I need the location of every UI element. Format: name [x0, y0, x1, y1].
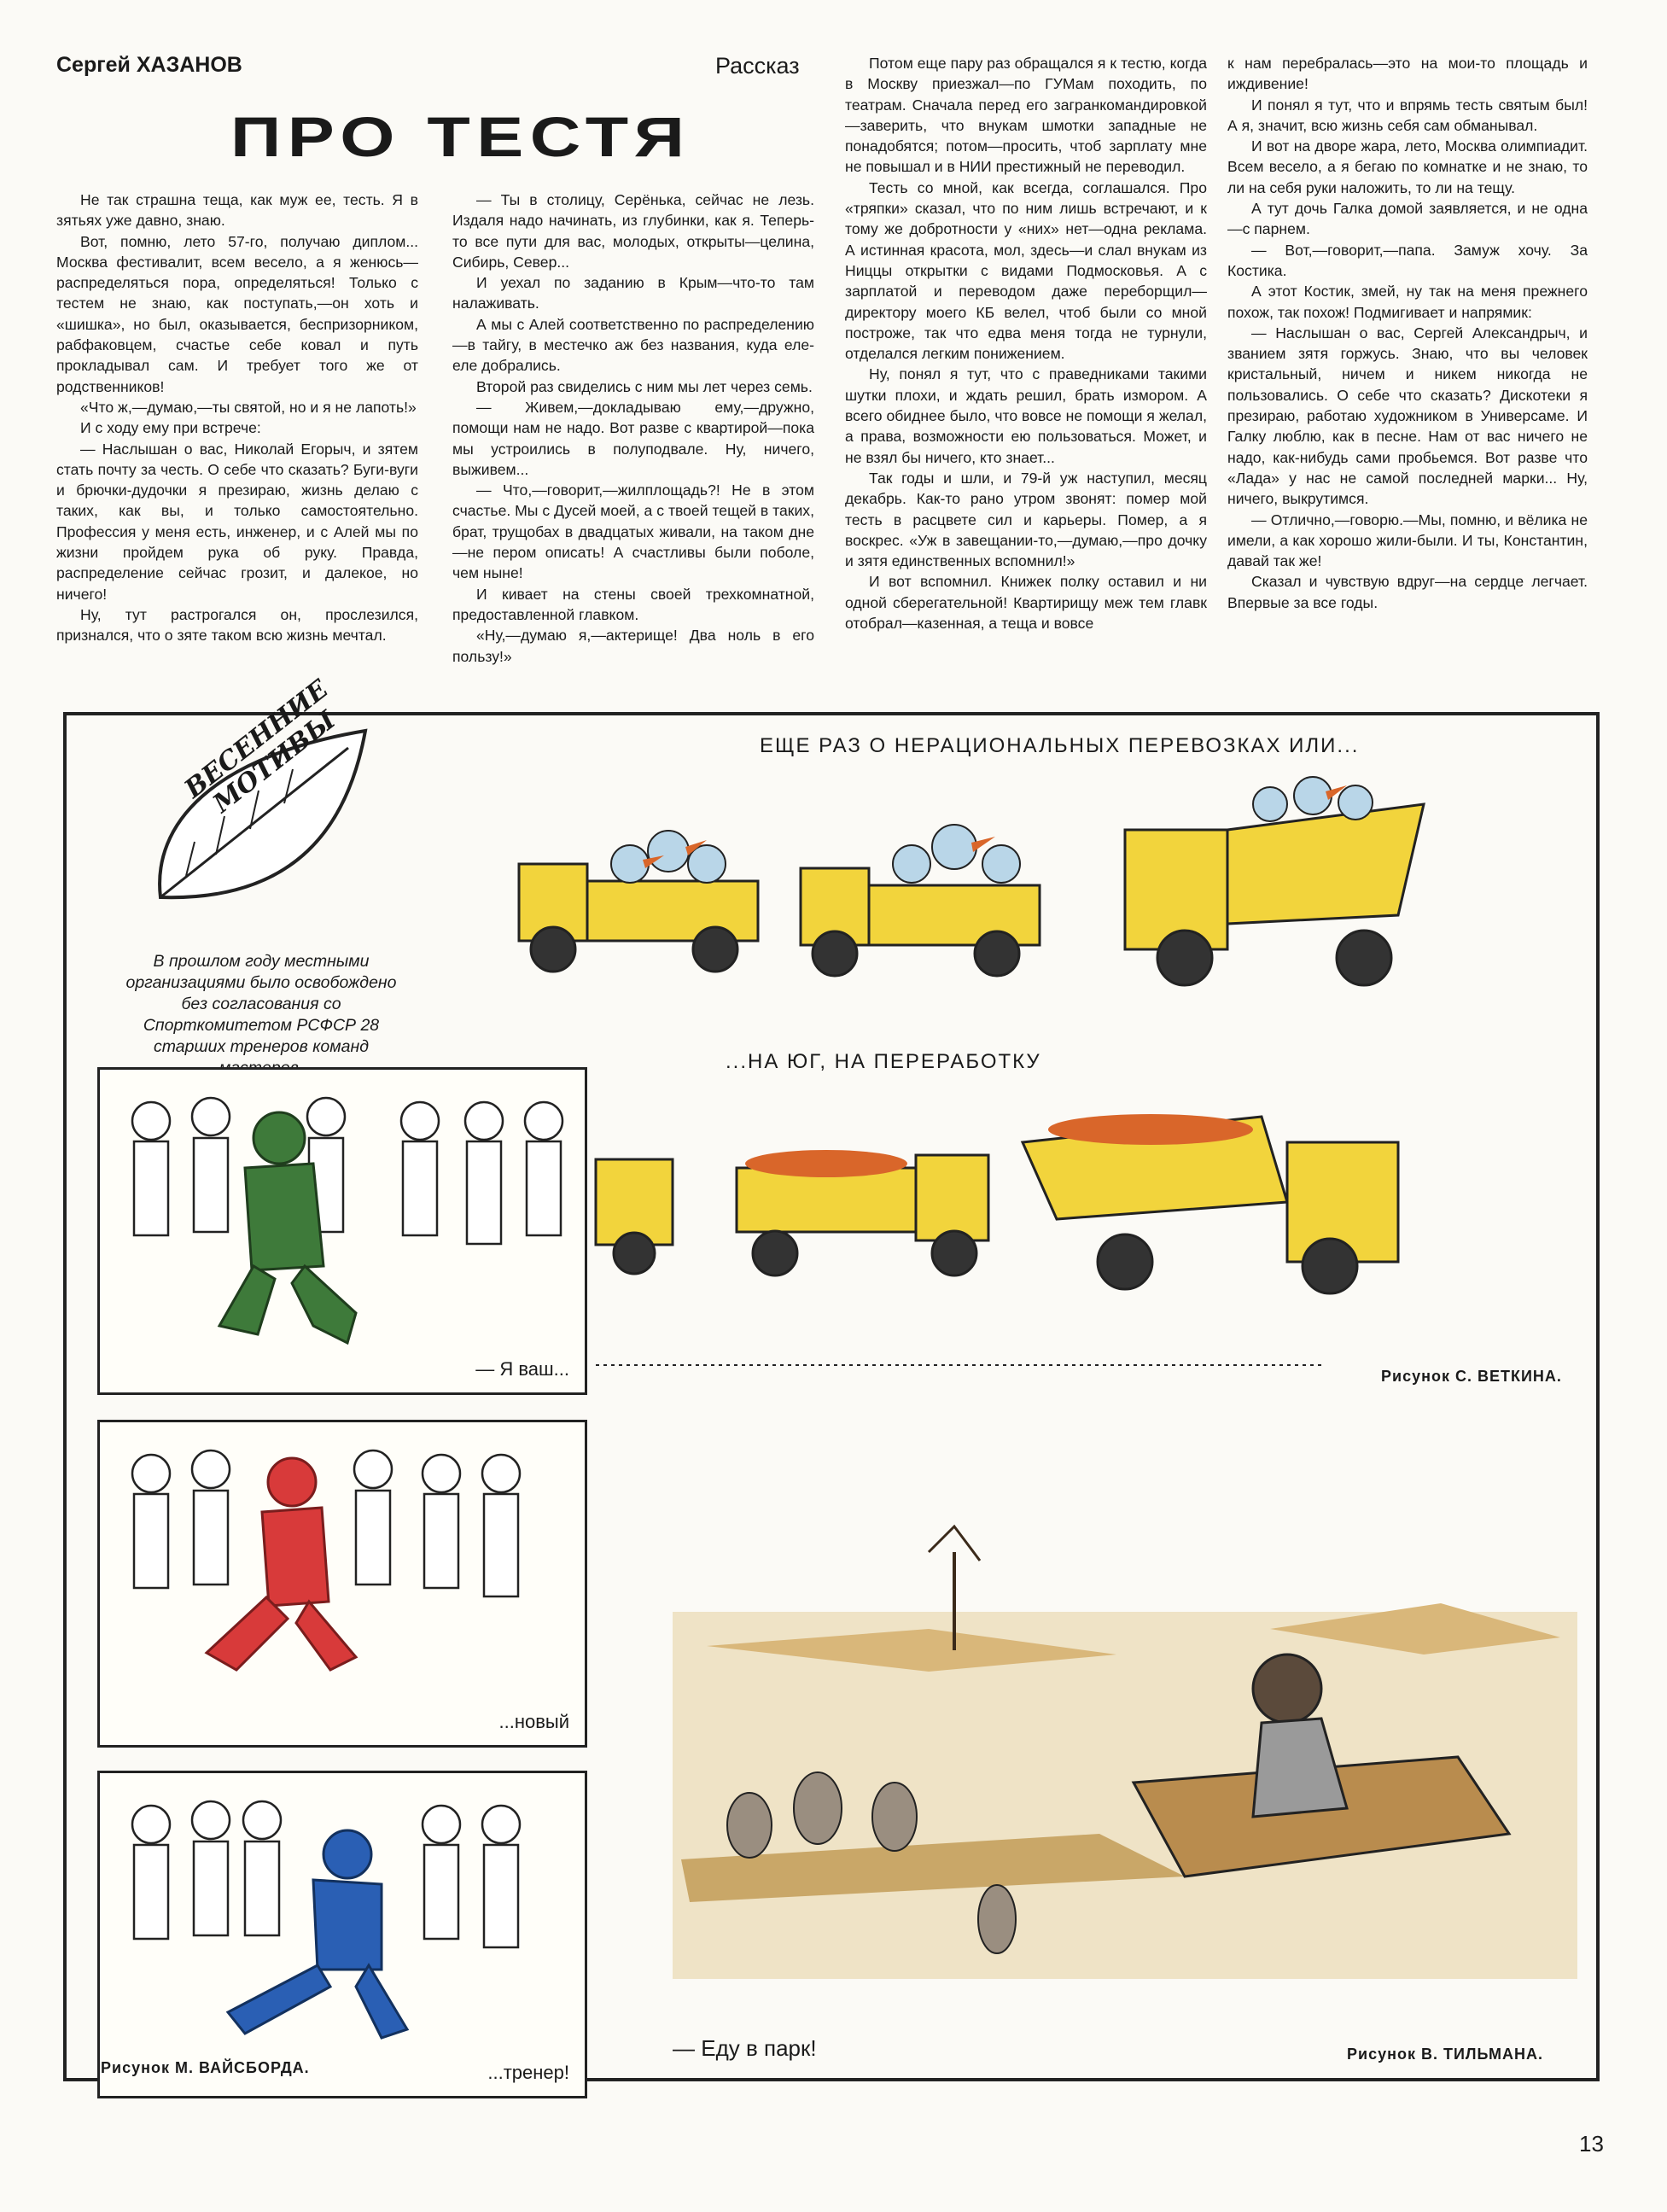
- paragraph: — Наслышан о вас, Николай Егорыч, и зятем стать почту за честь. О себе что сказать? Буги-вуги и брючки-дудочки я презираю, жизнь делаю с таких, как вы, и только самостоятельно. Профессия у меня есть, инженер, и с Алей мы по жизни пройдем рука об руку. Правда, распределение сейчас грозит, и далекое, но ничего!: [56, 440, 418, 603]
- intro-note: В прошлом году местными организациями было освобождено без согласования со Спорткомитетом РСФСР 28 старших тренеров команд: [125, 952, 397, 1056]
- cartoon-section: [63, 674, 1600, 2083]
- credit-vaisborda: Рисунок М. ВАЙСБОРДА.: [101, 2059, 310, 2076]
- runner-panel-2: [97, 1420, 587, 1748]
- author-name: Сергей ХАЗАНОВ: [56, 53, 242, 77]
- paragraph: Вот, помню, лето 57-го, получаю диплом... Москва фестивалит, всем весело, а я женюсь—распределяться пора, определяться! Только с тестем не знаю, как поступать,—он хоть и «шишка», но был, оказывается, беспризорником, рабфаковцем, счастье себе ковал и путь прокладывал сам. И требует того же от родственников!: [56, 232, 418, 395]
- trucks-heading-bottom: ...НА ЮГ, НА ПЕРЕРАБОТКУ: [726, 1050, 1041, 1073]
- paragraph: И с ходу ему при встрече:: [80, 419, 261, 437]
- panel-caption: — Я ваш...: [475, 1358, 569, 1380]
- paragraph: И вот вспомнил. Книжек полку оставил и ни одной сберегательной! Квартирищу меж тем главк отобрал—казенная, а теща и вовсе: [845, 573, 1207, 633]
- panel-caption: ...тренер!: [487, 2062, 569, 2083]
- paragraph: «Ну,—думаю я,—актерище! Два ноль в его пользу!»: [452, 627, 814, 665]
- paragraph: Потом еще пару раз обращался я к тестю, когда в Москву приезжал—по ГУМам походить, по театрам. Сначала перед его загранкомандировкой—заверить, что внукам шмотки западные не понадобятся; потом—просить, чтоб зарплату мне не повышал и в НИИ престижный не переводил.: [845, 55, 1207, 176]
- trucks-heading-top: ЕЩЕ РАЗ О НЕРАЦИОНАЛЬНЫХ ПЕРЕВОЗКАХ ИЛИ...: [760, 734, 1360, 757]
- leaf-label: ВЕСЕННИЕ МОТИВЫ: [178, 674, 341, 820]
- paragraph: Тесть со мной, как всегда, соглашался. Про «тряпки» сказал, что по ним лишь встречают, и к тому же добротности у «них» нет—одна реклама. А истинная красота, мол, здесь—и слал внукам из Ниццы открытки с видами Подмосковья. А с зарплатой и переводом даже переборщил—директору моего КБ велел, чтоб были со мной построже, так что едва меня тогда не турнули, отделался легким понижением.: [845, 178, 1207, 363]
- red-runner-illustration: [100, 1422, 585, 1745]
- carrot-trucks-illustration: [579, 1091, 1577, 1313]
- blue-runner-illustration: [100, 1773, 585, 2096]
- page-number: 13: [1579, 2131, 1604, 2157]
- paragraph: Сказал и чувствую вдруг—на сердце легчает. Впервые за все годы.: [1227, 573, 1588, 611]
- runner-panel-1: [97, 1067, 587, 1395]
- story-column-1: [56, 190, 418, 646]
- snowman-trucks-illustration: [502, 770, 1560, 1001]
- dotted-divider: [596, 1363, 1321, 1368]
- paragraph: Ну, тут растрогался он, прослезился, признался, что о зяте таком всю жизнь мечтал.: [56, 605, 418, 645]
- paragraph: — Что,—говорит,—жилплощадь?! Не в этом счастье. Мы с Дусей моей, а с твоей тещей в таких, брат, трущобах в двадцатых живали, на таком дне—не пером описать! А счастливы были поболе, чем ныне!: [452, 482, 814, 582]
- paragraph: к нам перебралась—это на мои-то площадь и иждивение!: [1227, 55, 1588, 93]
- paragraph: И понял я тут, что и впрямь тесть святым был! А я, значит, всю жизнь себя сам обманывал.: [1227, 96, 1588, 134]
- paragraph: Не так страшна теща, как муж ее, тесть. Я в зятьях уже давно, знаю.: [56, 191, 418, 230]
- paragraph: И уехал по заданию в Крым—что-то там налаживать.: [452, 274, 814, 312]
- genre-label: Рассказ: [715, 53, 800, 79]
- story-column-4: [1227, 53, 1588, 613]
- paragraph: Так годы и шли, и 79-й уж наступил, месяц декабрь. Как-то рано утром звонят: помер мой тесть в расцвете сил и карьеры. Помер, а я воскрес. «Уж в завещании-то,—думаю,—про дочку и зятя единственных вспомнил!»: [845, 469, 1207, 570]
- paragraph: — Отлично,—говорю.—Мы, помню, и вёлика не имели, а как хорошо жили-были. И ты, Константин, давай так же!: [1227, 511, 1588, 570]
- story-column-3: [845, 53, 1207, 633]
- paragraph: И кивает на стены своей трехкомнатной, предоставленной главком.: [452, 585, 814, 623]
- paragraph: — Ты в столицу, Серёнька, сейчас не лезь. Издаля надо начинать, из глубинки, как я. Теперь-то все пути для вас, молодых, открыты—целина, Сибирь, Север...: [452, 191, 814, 271]
- story-column-2: [452, 190, 814, 667]
- credit-vetkina: Рисунок С. ВЕТКИНА.: [1381, 1368, 1562, 1385]
- paragraph: — Живем,—докладываю ему,—дружно, помощи нам не надо. Вот разве с квартирой—пока мы устроились в полуподвале. Ну, ничего, выживем...: [452, 398, 814, 478]
- paragraph: Второй раз свиделись с ним мы лет через семь.: [476, 377, 813, 395]
- boat-caption: — Еду в парк!: [673, 2035, 817, 2061]
- paragraph: А этот Костик, змей, ну так на меня прежнего похож, так похож! Подмигивает и напрямик:: [1227, 283, 1588, 321]
- runner-panel-3: [97, 1771, 587, 2098]
- paragraph: «Что ж,—думаю,—ты святой, но и я не лапоть!»: [80, 398, 417, 416]
- credit-tilmana: Рисунок В. ТИЛЬМАНА.: [1347, 2046, 1544, 2063]
- panel-caption: ...новый: [498, 1711, 569, 1732]
- paragraph: — Наслышан о вас, Сергей Александрыч, и званием зятя горжусь. Знаю, что вы человек кристальный, ничем и никем никогда не пользовались. О себе что сказать? Дискотеки я презираю, работаю художником в Универсаме. И Галку люблю, как в песне. Нам от вас ничего не надо, как-нибудь сами пробьемся. Вот разве что «Лада» у нас не самой последней марки... Ну, ничего, выкрутимся.: [1227, 324, 1588, 508]
- story-title: ПРО ТЕСТЯ: [230, 105, 691, 168]
- paragraph: А мы с Алей соответственно по распределению—в тайгу, в местечко аж без названия, куда еле-еле добрались.: [452, 315, 814, 375]
- paragraph: — Вот,—говорит,—папа. Замуж хочу. За Костика.: [1227, 241, 1588, 279]
- paragraph: И вот на дворе жара, лето, Москва олимпиадит. Всем весело, а я бегаю по комнатке и не знаю, то ли на себя руки наложить, то ли на тещу.: [1227, 137, 1588, 196]
- paragraph: Ну, понял я тут, что с праведниками такими шутки плохи, и ждать решил, брать измором. А всего обиднее было, что вовсе не помощи я желал, а права, возможности ею пользоваться. Может, и не взял бы ничего, кто знает...: [845, 365, 1207, 466]
- paragraph: А тут дочь Галка домой заявляется, и не одна—с парнем.: [1227, 200, 1588, 238]
- flood-boat-illustration: [673, 1501, 1577, 1979]
- green-runner-illustration: [100, 1070, 585, 1392]
